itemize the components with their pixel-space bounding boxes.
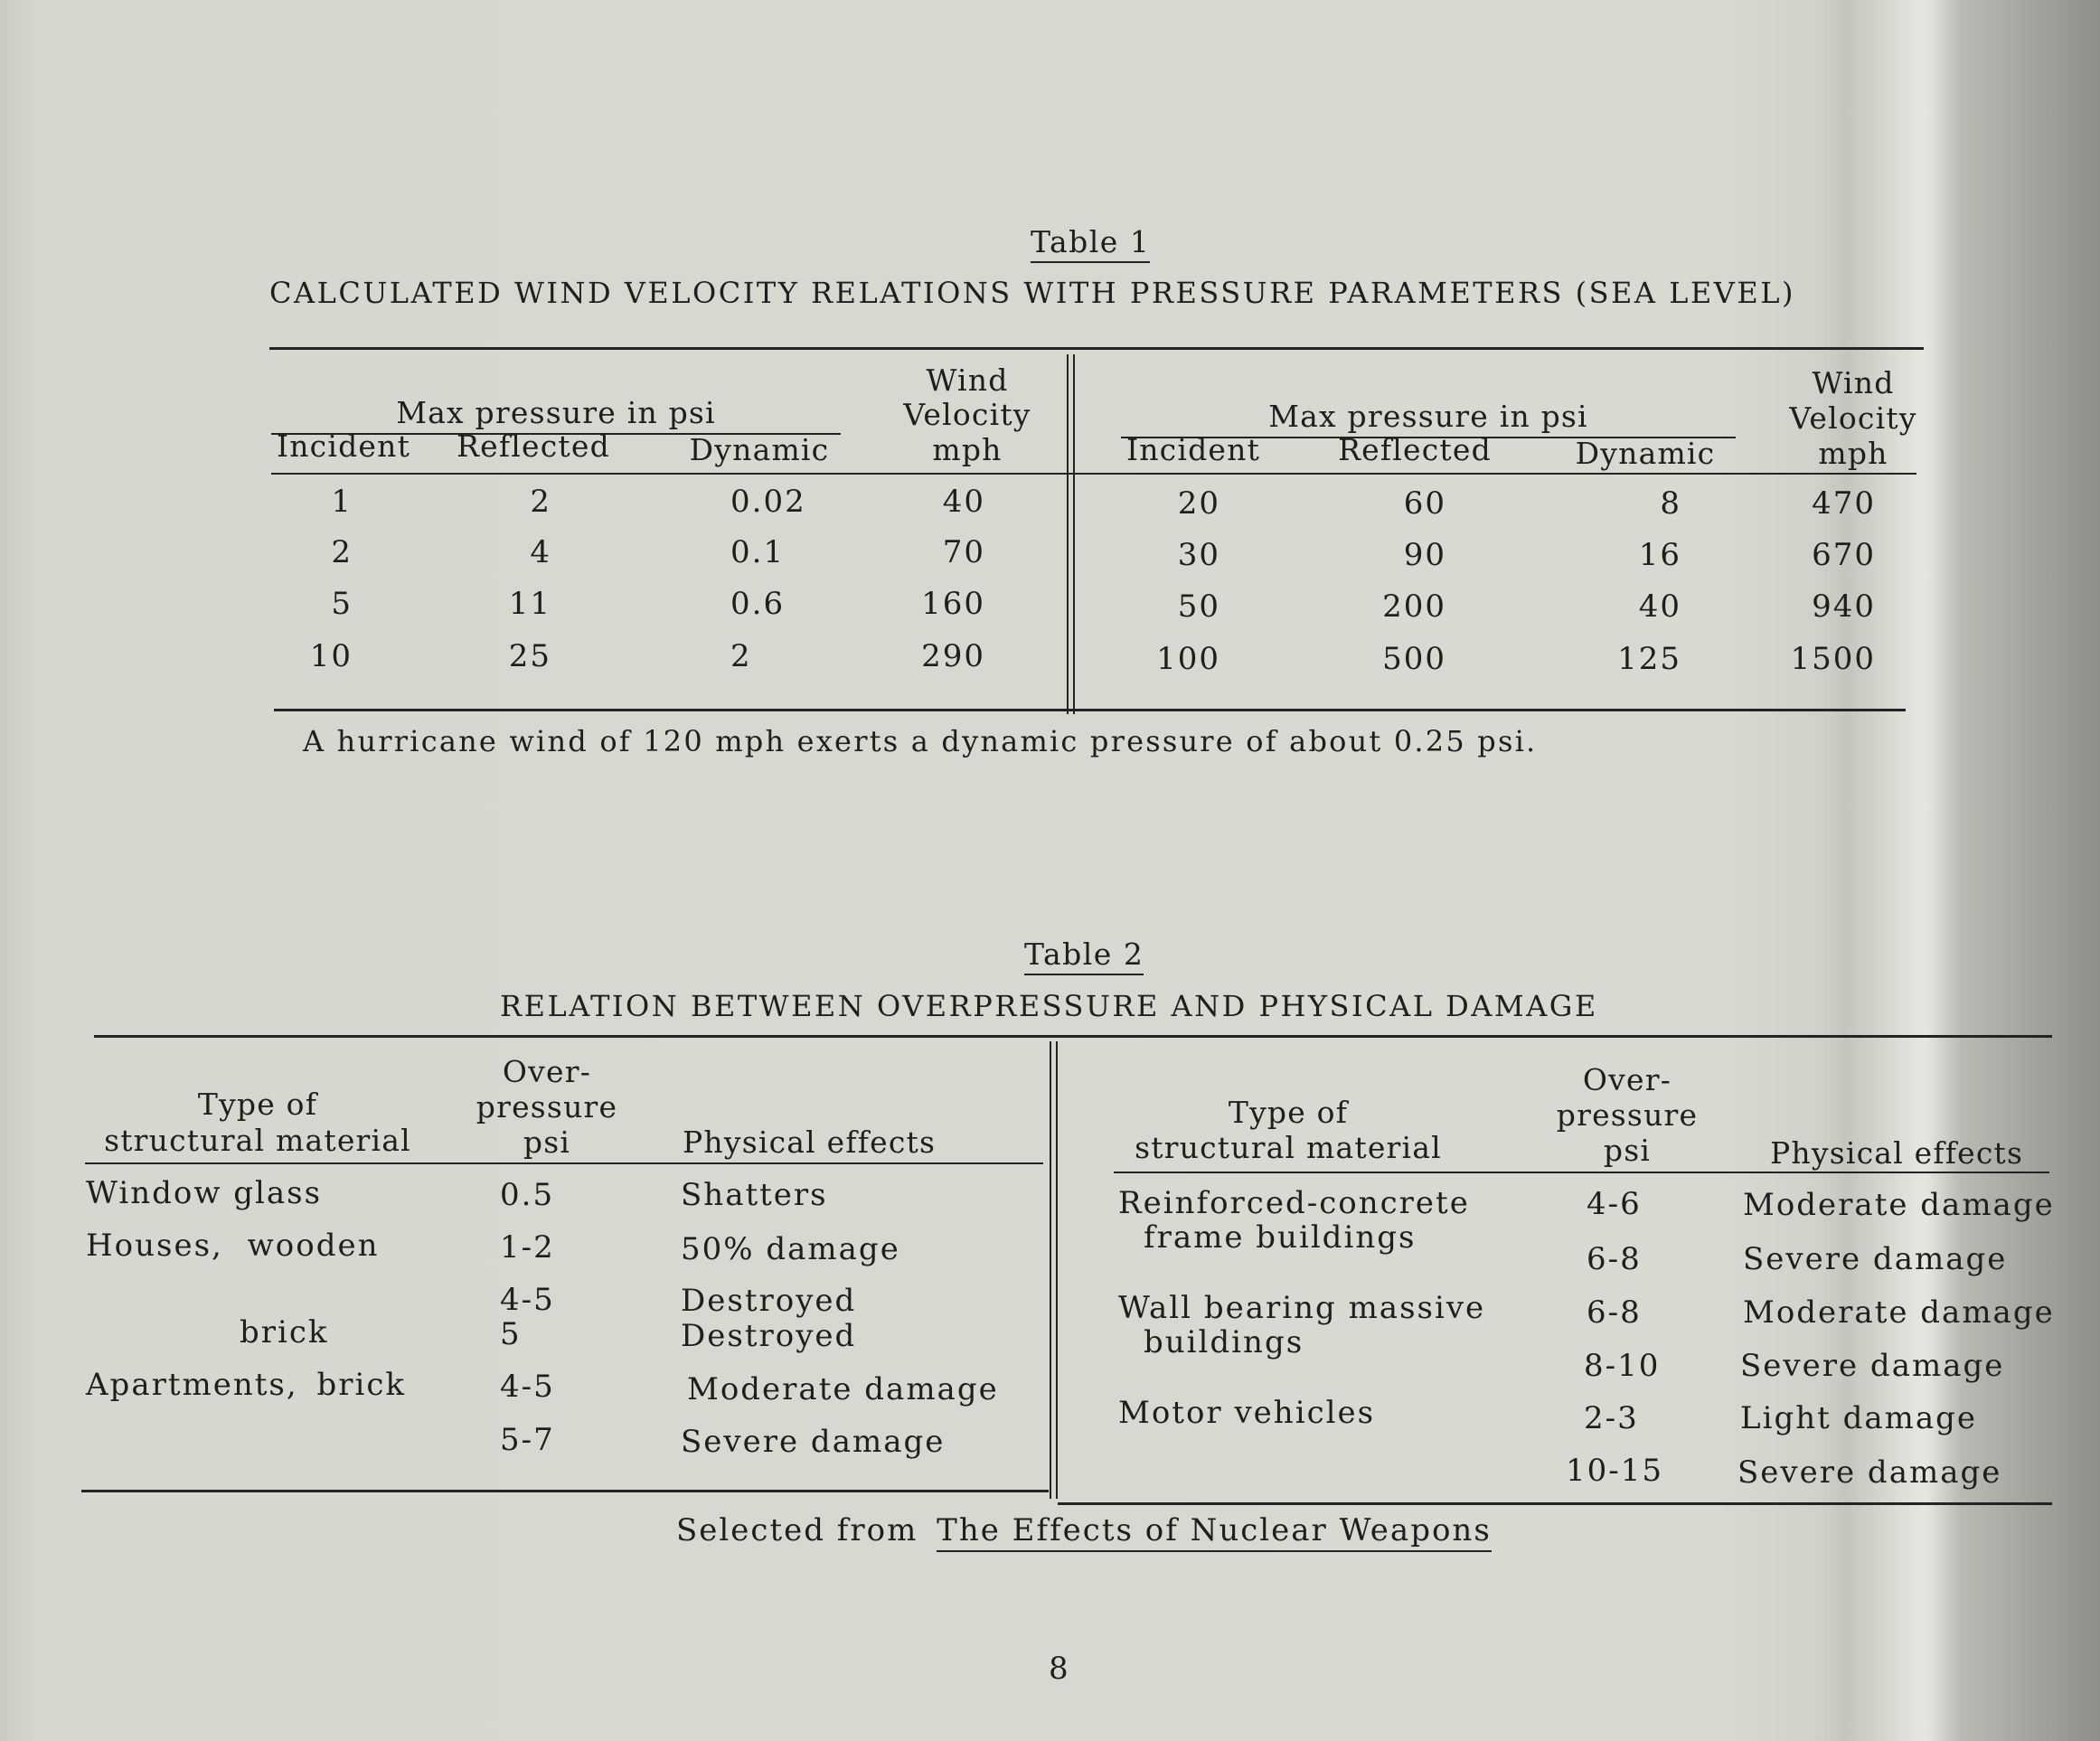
t2-right-col-material-2: structural material — [1135, 1130, 1442, 1165]
table2-source — [676, 1512, 1492, 1548]
table2-label: Table 2 — [1024, 936, 1144, 975]
t2-r-row5-material: buildings — [1144, 1324, 1304, 1360]
t1-left-wind-3: mph — [932, 432, 1003, 467]
table1-title: CALCULATED WIND VELOCITY RELATIONS WITH PRESSURE PARAMETERS (SEA LEVEL) — [269, 276, 1795, 310]
t1-row4-reflected-r: 500 — [1382, 641, 1446, 677]
source-prefix: Selected from — [676, 1512, 918, 1548]
table1-note: A hurricane wind of 120 mph exerts a dynamic pressure of about 0.25 psi. — [303, 724, 1538, 758]
page-number: 8 — [1049, 1651, 1070, 1687]
t2-right-header-rule — [1114, 1172, 2049, 1173]
t1-row2-dynamic-r: 16 — [1638, 537, 1681, 573]
t2-r-row1-material: Reinforced-concrete — [1118, 1185, 1470, 1221]
source-title: The Effects of Nuclear Weapons — [937, 1512, 1492, 1552]
t2-l-row2-effect: 50% damage — [681, 1231, 900, 1267]
table2-title: RELATION BETWEEN OVERPRESSURE AND PHYSICAL DAMAGE — [500, 989, 1598, 1023]
t2-left-col-over-3: psi — [523, 1125, 571, 1160]
t1-row1-wind-r: 470 — [1812, 485, 1876, 522]
t2-right-col-material-1: Type of — [1228, 1095, 1349, 1130]
t2-l-row1-material: Window glass — [86, 1175, 323, 1211]
t1-left-col-dynamic: Dynamic — [689, 432, 830, 467]
t1-row2-dynamic: 0.1 — [730, 534, 786, 570]
t1-row3-dynamic: 0.6 — [730, 586, 786, 622]
t1-left-wind-1: Wind — [926, 362, 1009, 398]
t2-r-row1-psi: 4-6 — [1587, 1186, 1642, 1222]
t2-right-col-over-1: Over- — [1582, 1062, 1672, 1097]
t1-row1-reflected: 2 — [530, 484, 551, 520]
t2-left-col-material-2: structural material — [104, 1123, 411, 1158]
table1-label: Table 1 — [1031, 224, 1150, 263]
t1-row3-reflected: 11 — [508, 586, 551, 622]
t1-row1-wind: 40 — [942, 484, 985, 520]
t2-r-row2-material: frame buildings — [1144, 1219, 1417, 1256]
t2-l-row5-effect: Moderate damage — [687, 1371, 999, 1407]
t1-row3-incident: 5 — [331, 586, 353, 622]
t2-left-header-rule — [85, 1162, 1043, 1164]
t1-row3-reflected-r: 200 — [1382, 588, 1446, 625]
table1-bottom-rule — [274, 709, 1906, 711]
t2-r-row8-effect: Severe damage — [1737, 1454, 2002, 1491]
t1-row2-reflected-r: 90 — [1403, 537, 1446, 573]
t2-l-row2-psi: 1-2 — [500, 1229, 555, 1266]
t2-r-row8-psi: 10-15 — [1566, 1453, 1664, 1489]
t2-l-row4-material: brick — [240, 1314, 329, 1350]
t2-r-row7-effect: Light damage — [1740, 1400, 1978, 1436]
t2-l-row6-effect: Severe damage — [681, 1424, 946, 1460]
t1-left-group-header: Max pressure in psi — [396, 395, 716, 430]
t1-row4-incident-r: 100 — [1156, 641, 1220, 677]
table2-divider — [1050, 1041, 1051, 1499]
table1-divider-b — [1073, 354, 1075, 714]
t2-l-row6-psi: 5-7 — [500, 1422, 555, 1458]
t1-right-wind-1: Wind — [1812, 365, 1895, 400]
t1-row1-dynamic: 0.02 — [730, 484, 806, 520]
table2-bottom-rule-right — [1058, 1502, 2052, 1505]
t1-row3-wind-r: 940 — [1812, 588, 1876, 625]
t1-left-col-incident: Incident — [276, 428, 411, 464]
t2-right-col-over-2: pressure — [1556, 1097, 1699, 1133]
t2-left-col-over-2: pressure — [476, 1089, 618, 1125]
t2-r-row3-psi: 6-8 — [1587, 1241, 1642, 1277]
table2-top-rule — [94, 1035, 2052, 1038]
t2-r-row6-effect: Severe damage — [1740, 1348, 2005, 1384]
t2-l-row3-effect: Destroyed — [681, 1283, 857, 1319]
t2-l-row4-psi: 5 — [500, 1316, 522, 1352]
t1-row2-incident: 2 — [331, 534, 353, 570]
t1-row4-wind-r: 1500 — [1790, 641, 1876, 677]
t2-r-row4-material: Wall bearing massive — [1118, 1290, 1486, 1326]
t1-right-col-reflected: Reflected — [1338, 432, 1492, 467]
t1-row1-incident-r: 20 — [1177, 485, 1220, 522]
t1-row1-dynamic-r: 8 — [1660, 485, 1681, 522]
table1-divider — [1067, 354, 1069, 714]
t2-l-row5-psi: 4-5 — [500, 1369, 555, 1405]
t2-r-row4-psi: 6-8 — [1587, 1294, 1642, 1331]
t1-row4-reflected: 25 — [508, 638, 551, 674]
t1-row3-dynamic-r: 40 — [1638, 588, 1681, 625]
t1-row4-wind: 290 — [921, 638, 985, 674]
t2-right-col-over-3: psi — [1603, 1133, 1652, 1168]
t2-r-row7-psi: 2-3 — [1584, 1400, 1639, 1436]
t1-row3-wind: 160 — [921, 586, 985, 622]
t1-row2-reflected: 4 — [530, 534, 551, 570]
t2-r-row1-effect: Moderate damage — [1743, 1187, 2055, 1223]
t2-left-col-effects: Physical effects — [683, 1125, 937, 1160]
t2-r-row7-material: Motor vehicles — [1118, 1395, 1376, 1431]
t2-left-col-material-1: Type of — [197, 1087, 318, 1122]
t2-l-row3-psi: 4-5 — [500, 1282, 555, 1318]
table1-top-rule — [269, 347, 1924, 350]
t2-l-row5-material: Apartments, brick — [86, 1367, 407, 1403]
t1-right-wind-3: mph — [1818, 436, 1888, 471]
t1-right-group-header: Max pressure in psi — [1268, 399, 1588, 434]
t1-left-wind-2: Velocity — [903, 397, 1031, 432]
t2-r-row4-effect: Moderate damage — [1743, 1294, 2055, 1331]
t2-l-row1-effect: Shatters — [681, 1177, 828, 1213]
table2-bottom-rule-left — [81, 1490, 1049, 1492]
t1-row4-dynamic-r: 125 — [1617, 641, 1681, 677]
t1-row2-incident-r: 30 — [1177, 537, 1220, 573]
t1-row2-wind-r: 670 — [1812, 537, 1876, 573]
t1-right-col-dynamic: Dynamic — [1575, 436, 1716, 471]
t2-l-row4-effect: Destroyed — [681, 1318, 857, 1354]
t1-right-wind-2: Velocity — [1789, 400, 1917, 436]
t2-r-row6-psi: 8-10 — [1584, 1348, 1661, 1384]
t1-left-col-reflected: Reflected — [457, 428, 610, 464]
table1-header-rule — [271, 473, 1916, 475]
t1-row3-incident-r: 50 — [1177, 588, 1220, 625]
t1-row1-incident: 1 — [331, 484, 353, 520]
table2-divider-b — [1056, 1041, 1058, 1499]
t2-right-col-effects: Physical effects — [1770, 1135, 2024, 1171]
t1-row4-incident: 10 — [309, 638, 353, 674]
t2-l-row1-psi: 0.5 — [500, 1177, 555, 1213]
t1-row2-wind: 70 — [942, 534, 985, 570]
t1-row4-dynamic: 2 — [730, 638, 752, 674]
t2-left-col-over-1: Over- — [502, 1054, 592, 1089]
t1-right-col-incident: Incident — [1125, 432, 1261, 467]
t2-r-row3-effect: Severe damage — [1743, 1241, 2008, 1277]
t2-l-row2-material: Houses, wooden — [86, 1228, 380, 1264]
t1-row1-reflected-r: 60 — [1403, 485, 1446, 522]
